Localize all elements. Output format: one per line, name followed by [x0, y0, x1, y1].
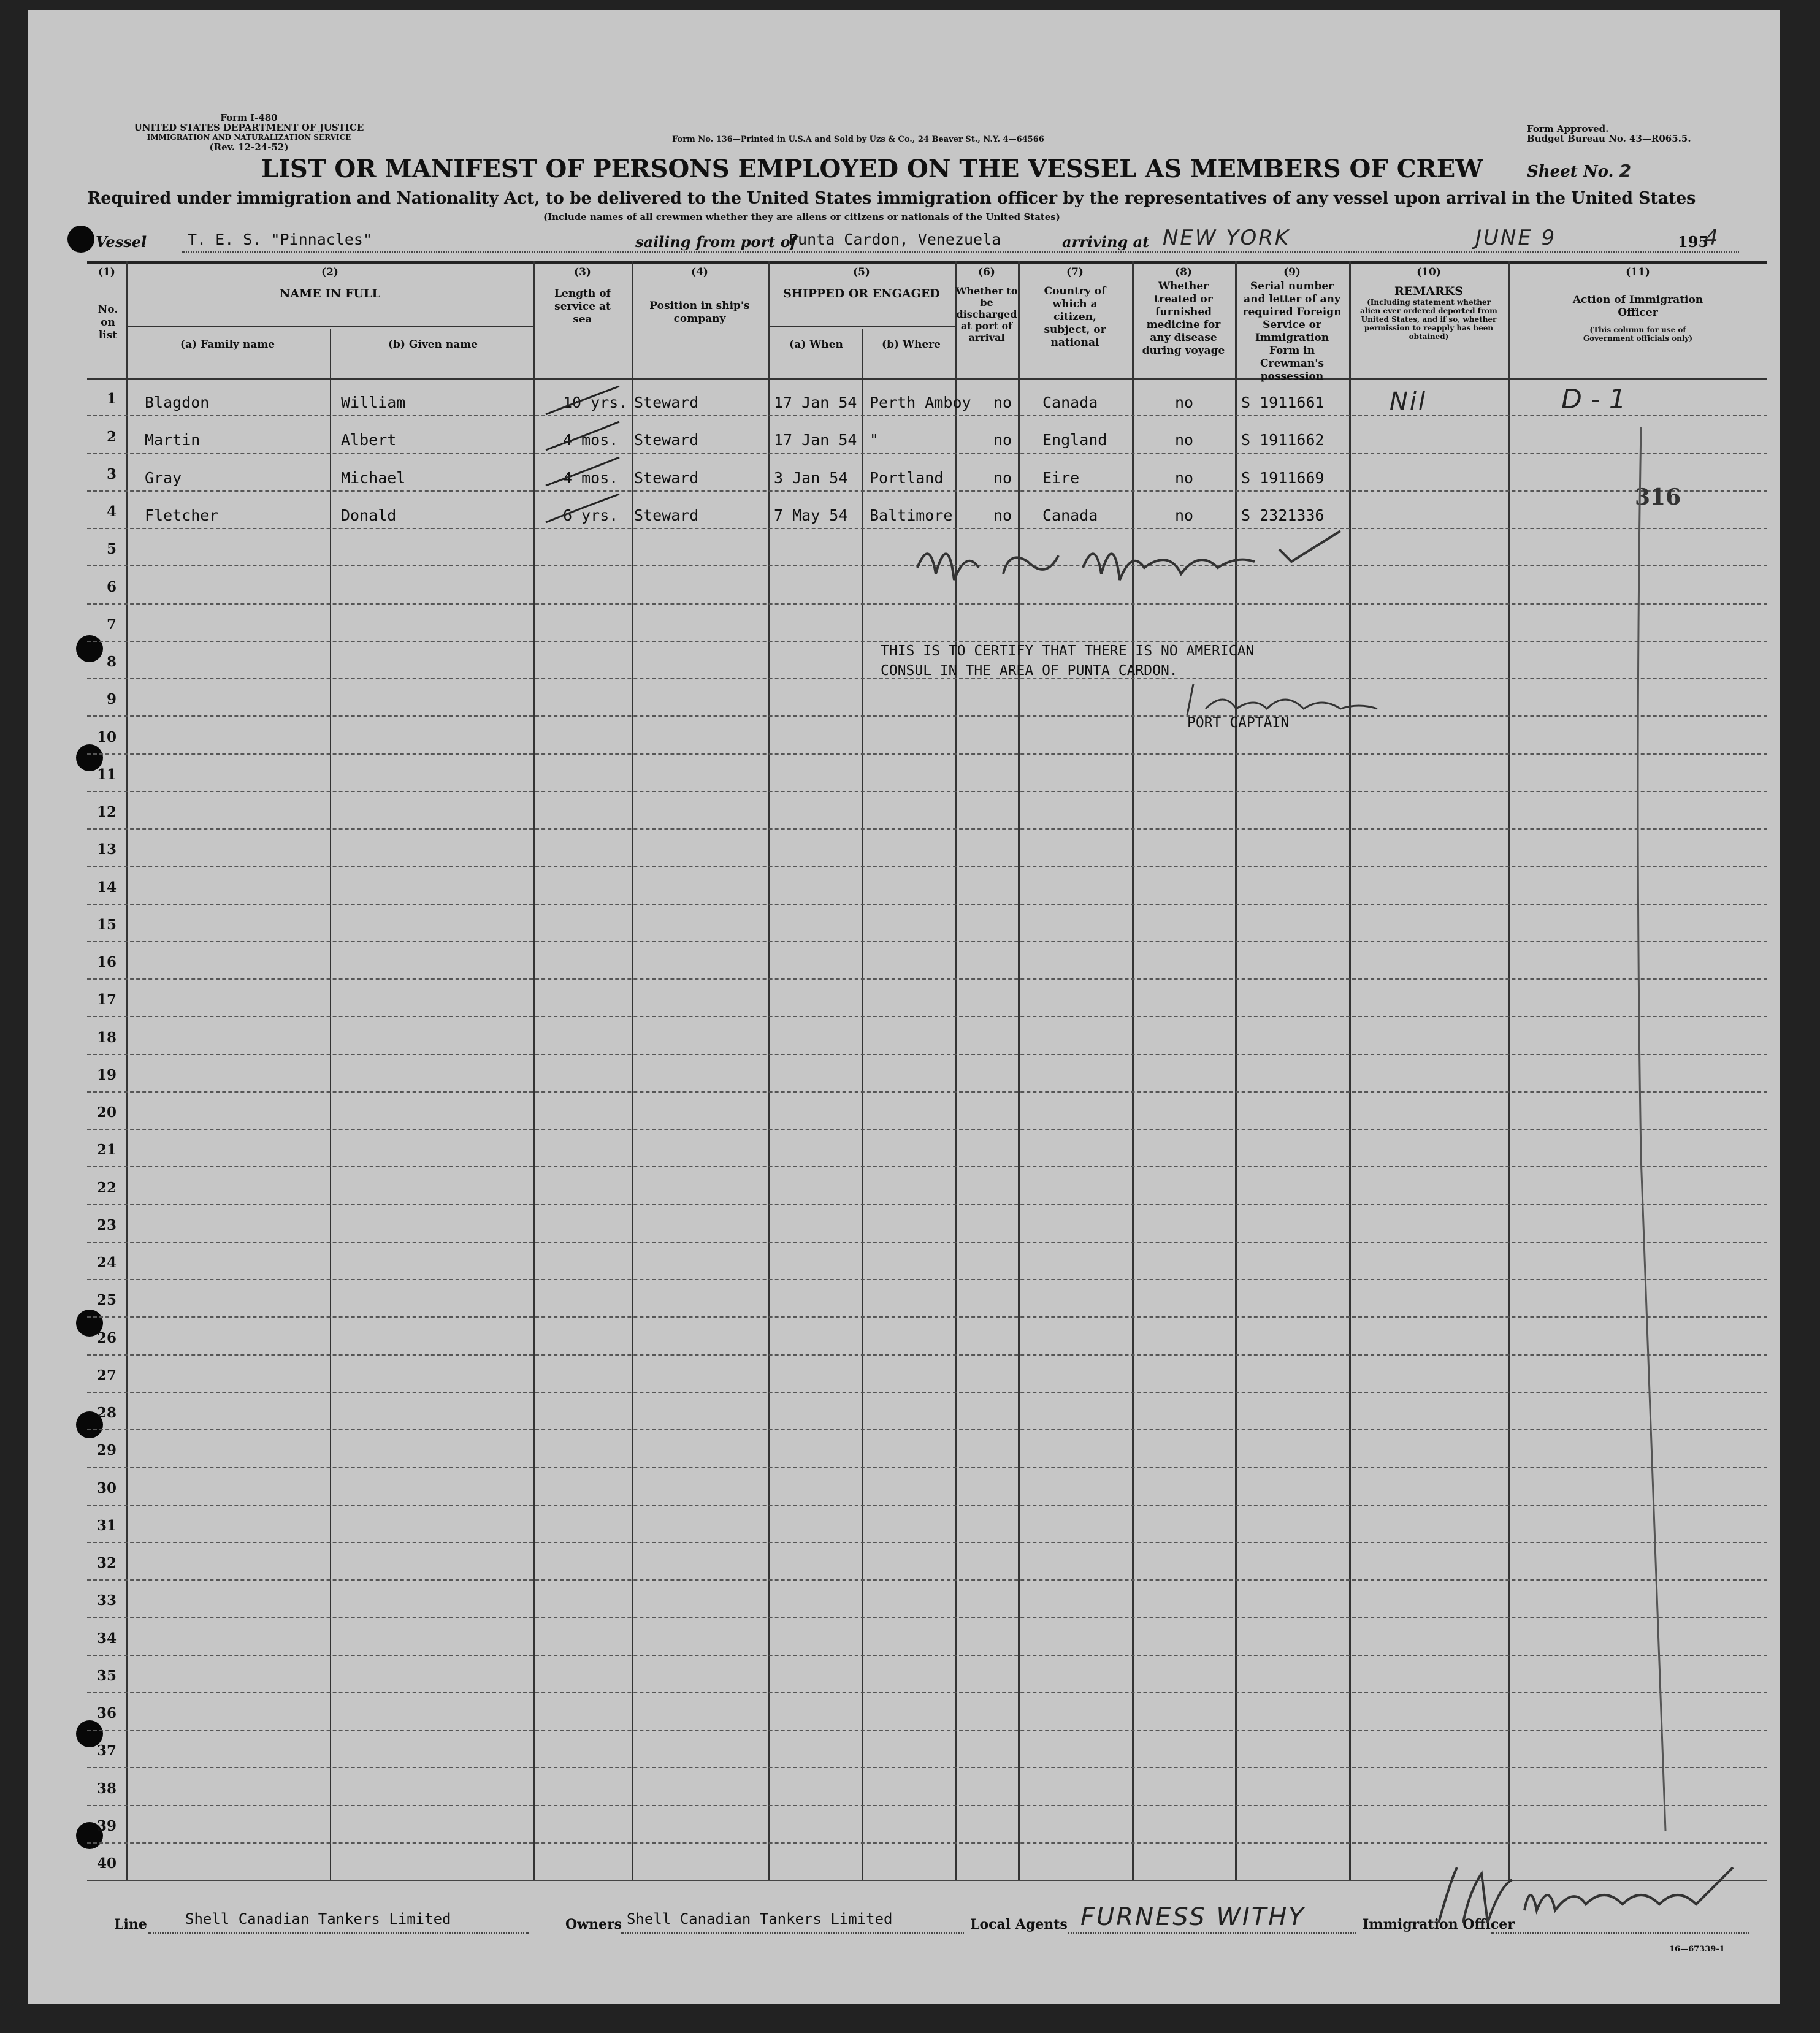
vessel-label: Vessel [96, 233, 147, 251]
department: UNITED STATES DEPARTMENT OF JUSTICE [134, 122, 364, 133]
row-divider [87, 1542, 1767, 1543]
col7-label: Country of which a citizen, subject, or national [1044, 285, 1106, 349]
col4-label: Position in ship's company [649, 300, 750, 325]
row-number: 36 [96, 1705, 117, 1722]
col7-number: (7) [1066, 266, 1084, 278]
cell-position: Steward [634, 394, 699, 411]
row-divider [87, 1842, 1767, 1844]
sheet-number: 2 [1619, 161, 1634, 181]
cell-where: Baltimore [870, 506, 953, 524]
row-divider [87, 1730, 1767, 1731]
cell-treated: no [1175, 394, 1194, 411]
col2-number: (2) [321, 266, 338, 278]
col3-number: (3) [574, 266, 591, 278]
agents-label: Local Agents [970, 1917, 1068, 1932]
cell-country: England [1042, 431, 1107, 449]
service: IMMIGRATION AND NATURALIZATION SERVICE [147, 133, 351, 142]
row-number: 13 [96, 841, 117, 858]
cell-serial: S 1911662 [1241, 431, 1325, 449]
row-divider [87, 715, 1767, 717]
form-subtitle: Required under immigration and Nationality Act, to be delivered to the United States immigration officer by the representatives of any vessel upon arrival in the United States [87, 189, 1696, 208]
officer-label: Immigration Officer [1363, 1917, 1515, 1932]
col-divider [955, 261, 957, 1880]
form-title: LIST OR MANIFEST OF PERSONS EMPLOYED ON THE VESSEL AS MEMBERS OF CREW [261, 154, 1483, 183]
col11-label: Action of Immigration Officer [1572, 294, 1703, 319]
cell-country: Canada [1042, 506, 1098, 524]
row-divider [87, 753, 1767, 755]
row-number: 6 [106, 578, 117, 595]
voyage-line [96, 226, 1751, 254]
cell-when: 17 Jan 54 [774, 431, 857, 449]
col1-number: (1) [98, 266, 115, 278]
row-divider [87, 415, 1767, 416]
certify-line-2: CONSUL IN THE AREA OF PUNTA CARDON. [881, 663, 1178, 679]
manifest-sheet [28, 10, 1780, 2004]
sailing-label: sailing from port of [635, 233, 797, 251]
line-label: Line [114, 1917, 147, 1932]
cell-serial: S 2321336 [1241, 506, 1325, 524]
row-number: 12 [96, 804, 117, 820]
col9-header [1235, 266, 1349, 383]
col4-number: (4) [691, 266, 708, 278]
row-number: 24 [96, 1254, 117, 1271]
row-divider [87, 1505, 1767, 1506]
row-divider [87, 828, 1767, 830]
row-divider [87, 1467, 1767, 1468]
col-divider [330, 329, 331, 1880]
row-number: 38 [96, 1780, 117, 1797]
row-divider [87, 1316, 1767, 1318]
row-divider [87, 904, 1767, 905]
col9-label: Serial number and letter of any required Foreign Service or Immigration Form in Crewman's possession [1242, 280, 1342, 383]
cell-family: Blagdon [145, 394, 210, 411]
row-number: 15 [96, 916, 117, 933]
col9-number: (9) [1283, 266, 1301, 278]
row-divider [87, 1579, 1767, 1581]
row-divider [87, 1692, 1767, 1693]
agents-value: FURNESS WITHY [1080, 1903, 1306, 1931]
row-number: 17 [96, 991, 117, 1009]
owners-underline [621, 1932, 964, 1934]
cell-given: Albert [341, 431, 397, 449]
col6-number: (6) [978, 266, 995, 278]
form-number: Form I-480 [220, 112, 278, 123]
cell-length: 6 yrs. [563, 506, 619, 524]
row-number: 39 [96, 1817, 117, 1834]
owners-value: Shell Canadian Tankers Limited [627, 1910, 893, 1928]
row-number: 19 [96, 1066, 117, 1083]
table-header-rule [87, 378, 1767, 380]
col1-header [87, 266, 126, 342]
col10-number: (10) [1417, 266, 1441, 278]
cell-length: 4 mos. [563, 468, 619, 487]
col3-header [533, 266, 632, 326]
row-divider [87, 1204, 1767, 1205]
col11-note: (This column for use of Government officials only) [1583, 326, 1693, 343]
row-number: 28 [96, 1405, 117, 1421]
row-number: 32 [96, 1555, 117, 1571]
col8-number: (8) [1175, 266, 1192, 278]
row-number: 4 [106, 503, 117, 520]
arrival-date: JUNE 9 [1475, 226, 1557, 250]
cell-country: Canada [1042, 394, 1098, 411]
row-number: 37 [96, 1742, 117, 1760]
approval-block [1527, 124, 1691, 143]
row-number: 33 [96, 1592, 117, 1609]
row-divider [87, 978, 1767, 980]
cell-where: " [870, 431, 879, 449]
cell-discharged: no [993, 394, 1012, 411]
col6-header [955, 266, 1018, 343]
length-strike-marks [533, 378, 656, 537]
port-captain-label: PORT CAPTAIN [1187, 715, 1290, 731]
col-divider [1132, 261, 1134, 1880]
cell-when: 7 May 54 [774, 506, 848, 524]
subheader-rule [768, 326, 955, 327]
row-number: 20 [96, 1104, 117, 1121]
row-divider [87, 1767, 1767, 1768]
row-number: 29 [96, 1442, 117, 1459]
cell-serial: S 1911661 [1241, 394, 1325, 411]
col11-header [1508, 266, 1767, 343]
row-divider [87, 791, 1767, 792]
row-divider [87, 1279, 1767, 1280]
line-underline [148, 1932, 529, 1934]
cell-position: Steward [634, 431, 699, 449]
col-divider [1508, 261, 1510, 1880]
sheet-label: Sheet No. [1527, 162, 1614, 181]
officer-signature-icon [1426, 1855, 1745, 1935]
col2b-header: (b) Given name [388, 338, 478, 351]
col5a-header: (a) When [789, 338, 843, 351]
row-number: 21 [96, 1142, 117, 1159]
row-divider [87, 1091, 1767, 1093]
col-divider [1349, 261, 1351, 1880]
cell-when: 3 Jan 54 [774, 468, 848, 487]
col2-label: NAME IN FULL [280, 287, 380, 300]
row-divider [87, 1805, 1767, 1806]
row-number: 11 [96, 766, 117, 783]
col2-header [126, 266, 533, 300]
cell-given: Michael [341, 468, 406, 487]
row-divider [87, 1617, 1767, 1618]
row-number: 2 [106, 428, 117, 445]
voyage-underline [182, 251, 1739, 253]
cell-position: Steward [634, 468, 699, 487]
col5-number: (5) [853, 266, 870, 278]
row-number: 27 [96, 1367, 117, 1384]
margin-number: 316 [1635, 484, 1681, 510]
col10-header [1349, 266, 1508, 341]
row-divider [87, 1166, 1767, 1167]
col7-header [1018, 266, 1132, 349]
row-number: 1 [106, 391, 117, 408]
table-top-rule [87, 261, 1767, 264]
cell-family: Fletcher [145, 506, 219, 524]
col5-label: SHIPPED OR ENGAGED [783, 287, 940, 300]
cell-length: 4 mos. [563, 431, 619, 449]
row-number: 30 [96, 1479, 117, 1497]
col5b-header: (b) Where [882, 338, 941, 351]
col10-note: (Including statement whether alien ever ordered deported from United States, and if so, whether permission to reapply has been obtained) [1360, 298, 1497, 341]
row-number: 25 [96, 1292, 117, 1309]
col-divider [862, 329, 863, 1880]
row-number: 23 [96, 1216, 117, 1234]
arrival-year-suffix: 4 [1705, 226, 1720, 250]
action-bracket-line [1598, 421, 1672, 1892]
col2a-header: (a) Family name [180, 338, 275, 351]
cell-length: 10 yrs. [563, 394, 628, 411]
col1-label: No. on list [98, 303, 118, 341]
cell-where: Perth Amboy [870, 394, 971, 411]
certification-block [881, 641, 1254, 681]
cell-treated: no [1175, 431, 1194, 449]
row-number: 3 [106, 465, 117, 483]
owners-label: Owners [565, 1917, 622, 1932]
row-divider [87, 941, 1767, 942]
arriving-port: NEW YORK [1163, 226, 1291, 250]
col11-number: (11) [1626, 266, 1650, 278]
col10-label: REMARKS [1394, 284, 1464, 298]
row-number: 18 [96, 1029, 117, 1046]
cell-family: Martin [145, 431, 201, 449]
arriving-label: arriving at [1062, 233, 1150, 251]
col8-header [1132, 266, 1235, 357]
cell-treated: no [1175, 506, 1194, 524]
row-divider [87, 603, 1767, 605]
row-number: 34 [96, 1630, 117, 1647]
row-number: 9 [106, 691, 117, 708]
binder-hole [67, 226, 94, 253]
row-number: 7 [106, 616, 117, 633]
cell-where: Portland [870, 468, 944, 487]
form-code: 16—67339-1 [1669, 1945, 1725, 1954]
row-divider [87, 1016, 1767, 1017]
row-divider [87, 1429, 1767, 1430]
form-approved: Form Approved. [1527, 123, 1609, 134]
cell-when: 17 Jan 54 [774, 394, 857, 411]
cell-position: Steward [634, 506, 699, 524]
remark-nil: Nil [1390, 387, 1428, 416]
cell-discharged: no [993, 506, 1012, 524]
sheet-number-block [1527, 161, 1633, 181]
row-number: 31 [96, 1517, 117, 1534]
printer-line: Form No. 136—Printed in U.S.A and Sold by Uzs & Co., 24 Beaver St., N.Y. 4—64566 [672, 135, 1044, 144]
cell-treated: no [1175, 468, 1194, 487]
col-divider [1018, 261, 1020, 1880]
form-number-block [77, 113, 421, 152]
row-number: 10 [96, 728, 117, 746]
cell-serial: S 1911669 [1241, 468, 1325, 487]
row-divider [87, 866, 1767, 867]
col8-label: Whether treated or furnished medicine for any disease during voyage [1142, 280, 1225, 357]
vessel-name: T. E. S. "Pinnacles" [188, 231, 373, 248]
row-divider [87, 490, 1767, 492]
row-number: 35 [96, 1667, 117, 1684]
cell-given: William [341, 394, 406, 411]
cell-given: Donald [341, 506, 397, 524]
col-divider [768, 261, 770, 1880]
row-divider [87, 1392, 1767, 1393]
cell-discharged: no [993, 468, 1012, 487]
form-note: (Include names of all crewmen whether they are aliens or citizens or nationals of the United States) [543, 212, 1060, 223]
budget-bureau: Budget Bureau No. 43—R065.5. [1527, 133, 1691, 144]
handwritten-signature-icon [911, 525, 1353, 592]
row-divider [87, 453, 1767, 454]
certify-line-1: THIS IS TO CERTIFY THAT THERE IS NO AMERICAN [881, 643, 1255, 659]
row-divider [87, 1242, 1767, 1243]
col-divider [126, 261, 128, 1880]
sailing-port: Punta Cardon, Venezuela [789, 231, 1001, 248]
col4-header [632, 266, 768, 326]
col3-label: Length of service at sea [554, 288, 611, 326]
row-number: 5 [106, 541, 117, 558]
row-number: 14 [96, 879, 117, 896]
col5-header [768, 266, 955, 300]
row-divider [87, 1354, 1767, 1356]
col-divider [1235, 261, 1237, 1880]
row-divider [87, 1129, 1767, 1130]
row-number: 26 [96, 1329, 117, 1346]
cell-country: Eire [1042, 468, 1080, 487]
revision: (Rev. 12-24-52) [209, 142, 289, 153]
row-divider [87, 1054, 1767, 1055]
row-number: 16 [96, 954, 117, 971]
cell-family: Gray [145, 468, 182, 487]
col6-label: Whether to be discharged at port of arrival [955, 285, 1018, 343]
row-number: 8 [106, 654, 117, 670]
subheader-rule [126, 326, 533, 327]
cell-discharged: no [993, 431, 1012, 449]
agents-underline [1068, 1932, 1356, 1934]
row-number: 22 [96, 1179, 117, 1196]
row-divider [87, 1655, 1767, 1656]
arrival-year-prefix: 195 [1678, 233, 1709, 251]
row-number: 40 [96, 1855, 117, 1872]
action-code: D-1 [1561, 384, 1635, 415]
line-value: Shell Canadian Tankers Limited [185, 1910, 451, 1928]
